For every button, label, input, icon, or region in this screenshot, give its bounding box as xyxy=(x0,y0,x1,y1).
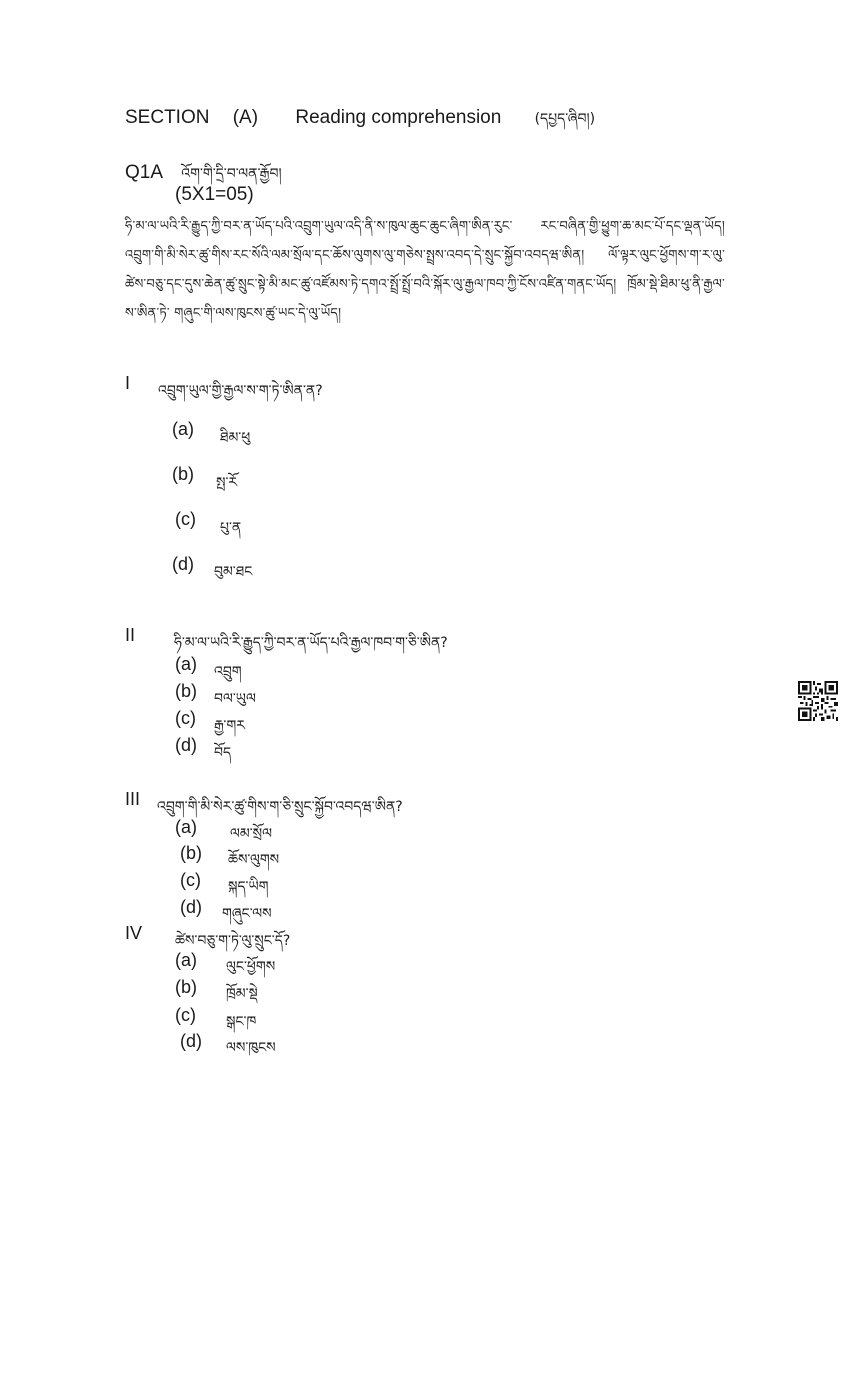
question-1-option-b-value: སྤ་རོ xyxy=(216,475,238,491)
question-3-option-c-value: སྐད་ཡིག xyxy=(228,879,269,895)
question-3-option-a-value: ལམ་སྲོལ xyxy=(230,826,272,842)
question-4-option-b-label: (b) xyxy=(175,977,197,997)
question-3-option-c-label: (c) xyxy=(180,870,201,890)
question-3-option-d-value: གཞུང་ལས xyxy=(222,906,272,922)
question-4-option-a-label: (a) xyxy=(175,950,197,970)
question-4-number: IV xyxy=(125,923,143,943)
question-2-option-c-value: རྒྱ་གར xyxy=(214,718,245,734)
section-word: SECTION xyxy=(125,107,210,128)
question-1-option-d-value: བུམ་ཐང xyxy=(214,564,253,580)
question-3-option-d-label: (d) xyxy=(180,897,202,917)
question-2-option-d-label: (d) xyxy=(175,735,197,755)
question-block-instruction: འོག་གི་དྲི་བ་ལན་རྒྱོབ། xyxy=(181,166,282,182)
question-4-option-c-value: སྒང་ཁ xyxy=(226,1014,257,1030)
question-3-option-b-value: ཆོས་ལུགས xyxy=(228,852,280,868)
question-4-option-d-label: (d) xyxy=(180,1031,202,1051)
question-3-option-a-label: (a) xyxy=(175,817,197,837)
question-3-option-b-label: (b) xyxy=(180,843,202,863)
question-3-text: འབྲུག་གི་མི་སེར་ཚུ་གིས་ག་ཅི་སྲུང་སྐྱོབ་འབདཝ་ཨིན? xyxy=(157,799,403,815)
question-2-option-c-label: (c) xyxy=(175,708,196,728)
question-2-option-a-value: འབྲུག xyxy=(214,664,242,680)
question-1-option-c-value: པུ་ན xyxy=(220,520,242,536)
section-heading xyxy=(125,102,595,142)
question-block-label: Q1A xyxy=(125,162,162,183)
reading-passage: ཧི་མ་ལ་ཡའི་རི་རྒྱུད་ཀྱི་བར་ན་ཡོད་པའི་འབྲུག་ཡུལ་འདི་ནི་ས་ཁུལ་ཆུང་ཆུང་ཞིག་ཨིན་རུང་ རང་བཞིན་གྱི་ཕྱུག་ཆ་མང་པོ་དང་ལྡན་ཡོད། འབྲུག་གི་མི་སེར་ཚུ་གིས་རང་སོའི་ལམ་སྲོལ་དང་ཆོས་ལུགས་ལུ་གཅེས་སྤྲས་འབད་དེ་སྲུང་སྐྱོབ་འབདཝ་ཨིན། ལོ་ལྟར་ལུང་ཕྱོགས་ག་ར་ལུ་ཚེས་བཅུ་དང་དུས་ཆེན་ཚུ་སྲུང་སྟེ་མི་མང་ཚུ་འཛོམས་ཏེ་དགའ་སྤྲོ་སྤྲོ་བའི་སྐོར་ལུ་རྒྱལ་ཁབ་ཀྱི་ངོས་འཛིན་གནང་ཡོད། ཁྲོམ་སྡེ་ཐིམ་ཕུ་ནི་རྒྱལ་ས་ཨིན་ཏེ་ གཞུང་གི་ལས་ཁུངས་ཚུ་ཡང་དེ་ལུ་ཡོད། xyxy=(125,219,725,321)
section-name: Reading comprehension xyxy=(295,107,502,128)
qr-code-icon xyxy=(798,681,838,721)
question-1-option-d-label: (d) xyxy=(172,554,194,574)
question-3-number: III xyxy=(125,789,141,809)
question-4-option-d-value: ལས་ཁུངས xyxy=(226,1040,276,1056)
question-1-text: འབྲུག་ཡུལ་གྱི་རྒྱལ་ས་ག་ཏེ་ཨིན་ན? xyxy=(158,383,323,399)
question-2-text: ཧི་མ་ལ་ཡའི་རི་རྒྱུད་ཀྱི་བར་ན་ཡོད་པའི་རྒྱལ་ཁབ་ག་ཅི་ཨིན? xyxy=(174,635,448,651)
question-1-number: I xyxy=(125,373,131,393)
question-2-option-b-label: (b) xyxy=(175,681,197,701)
question-1-option-a-value: ཐིམ་ཕུ xyxy=(220,430,251,446)
question-4-option-a-value: ལུང་ཕྱོགས xyxy=(226,959,276,975)
question-2-option-b-value: བལ་ཡུལ xyxy=(214,691,256,707)
question-2-number: II xyxy=(125,625,136,645)
question-2-option-d-value: བོད xyxy=(214,745,232,761)
question-1-option-a-label: (a) xyxy=(172,419,194,439)
question-4-option-b-value: ཁྲོམ་སྡེ xyxy=(226,986,258,1002)
section-letter: (A) xyxy=(232,107,259,128)
section-tibetan-label: (དཔྱད་ཞིབ།) xyxy=(534,111,596,127)
question-1-option-b-label: (b) xyxy=(172,464,194,484)
marks-allocation: (5X1=05) xyxy=(175,184,254,205)
question-1-option-c-label: (c) xyxy=(175,509,196,529)
question-4-option-c-label: (c) xyxy=(175,1005,196,1025)
question-4-text: ཚེས་བཅུ་ག་ཏེ་ལུ་སྲུང་དོ? xyxy=(175,933,291,949)
question-2-option-a-label: (a) xyxy=(175,654,197,674)
